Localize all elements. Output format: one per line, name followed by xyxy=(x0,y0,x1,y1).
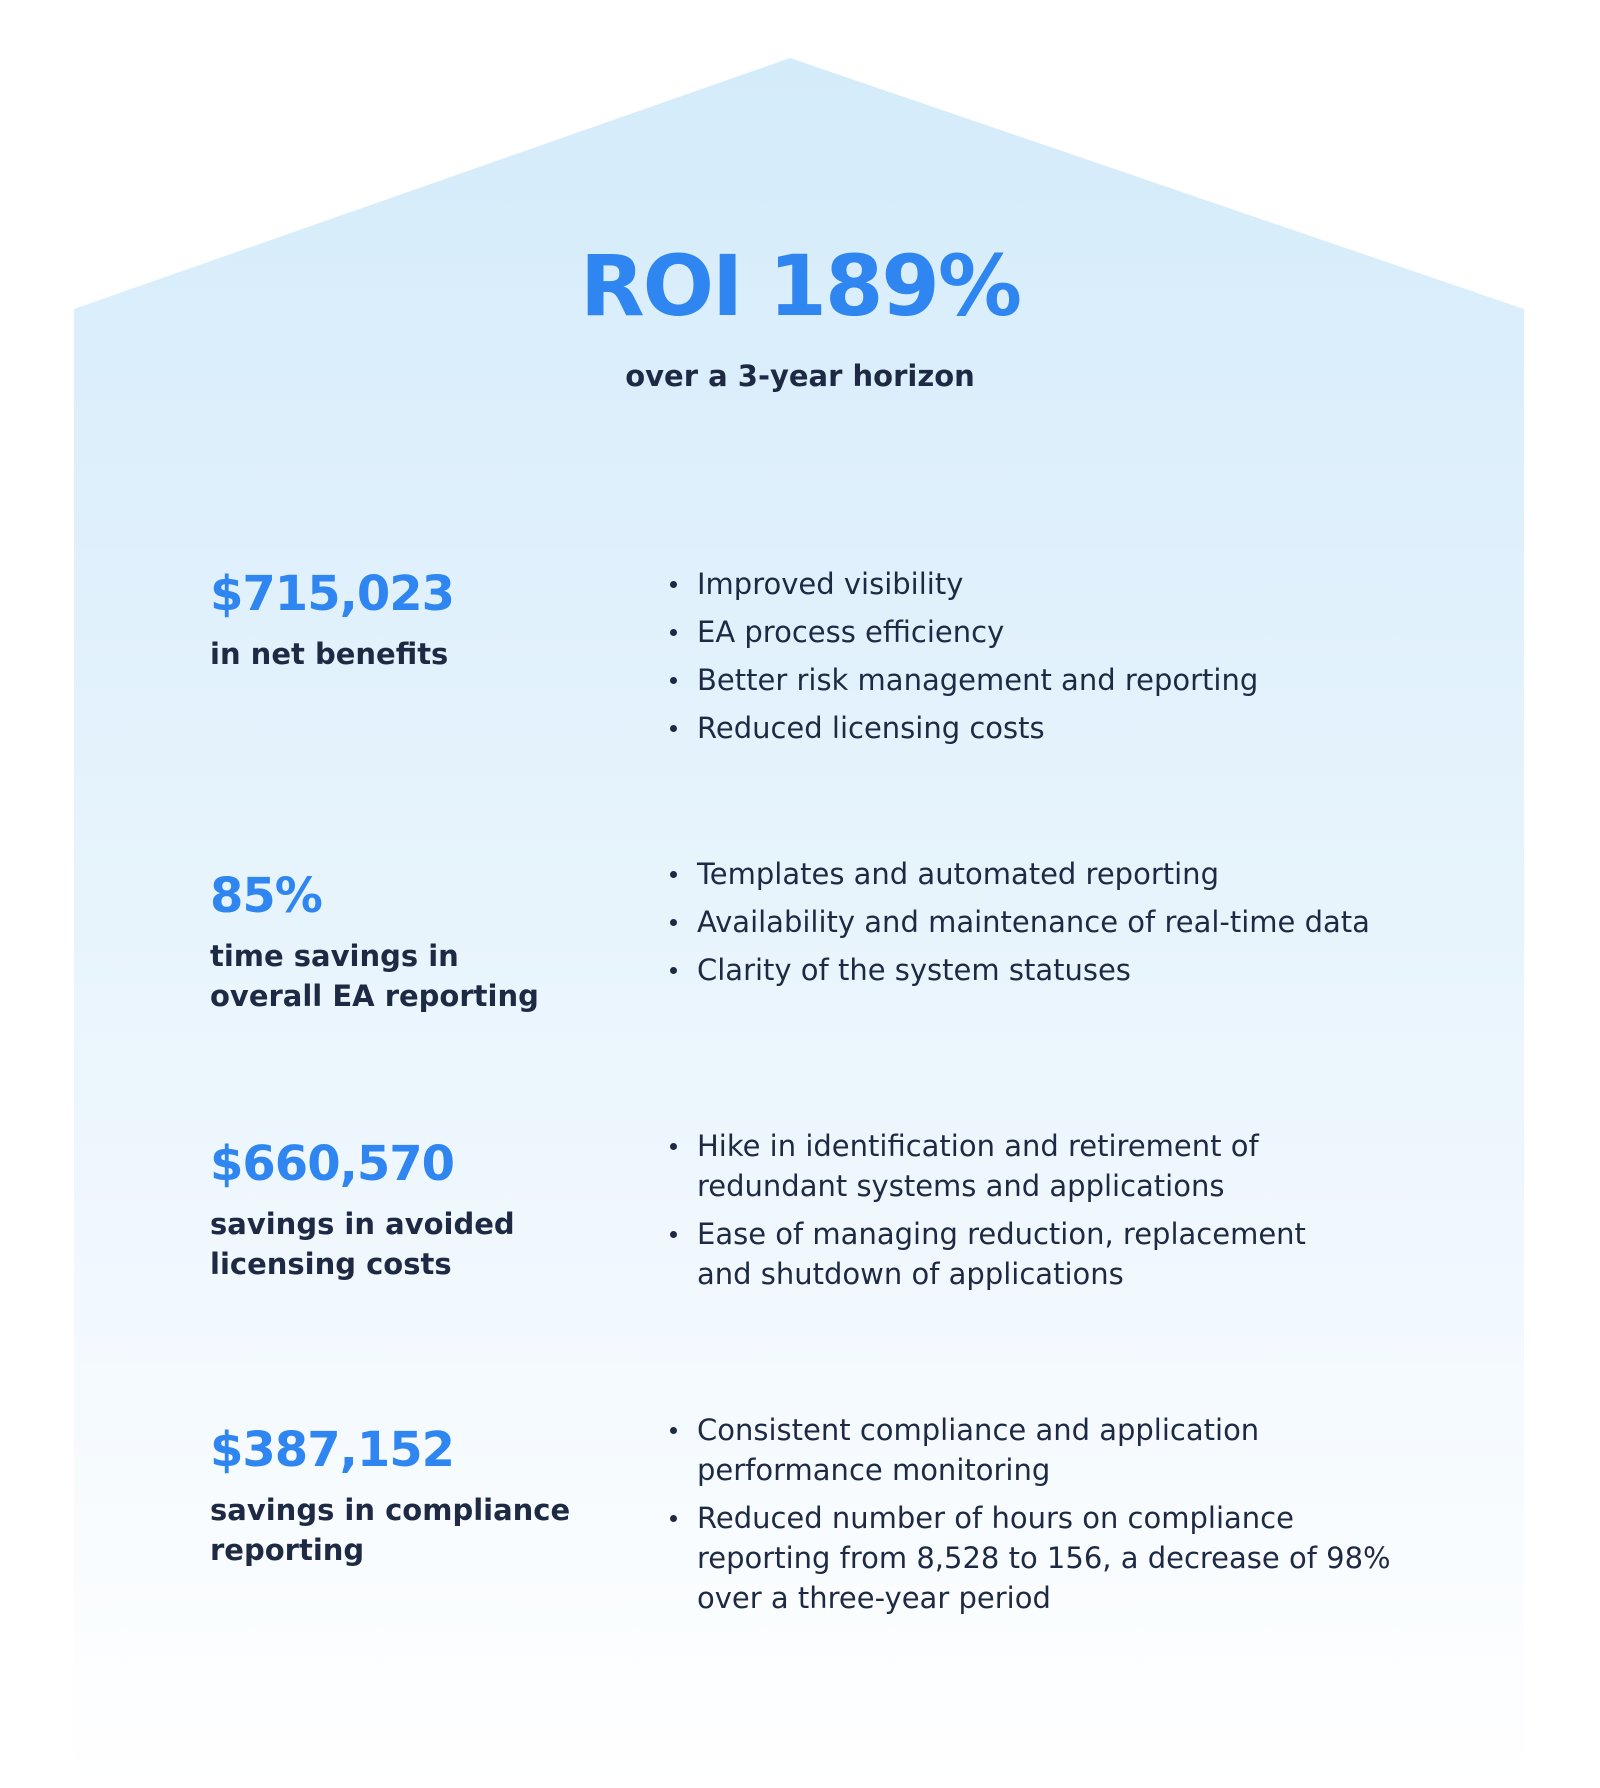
benefit-list xyxy=(668,1126,1358,1302)
list-item: Reduced number of hours on compliance reporting from 8,528 to 156, a decrease of 98% over a three-year period xyxy=(668,1498,1408,1618)
bullet-dot xyxy=(670,919,677,926)
metric-label: time savings in overall EA reporting xyxy=(210,939,539,1013)
roi-hero xyxy=(0,237,1600,393)
list-item: Improved visibility xyxy=(668,564,1428,604)
list-item: Availability and maintenance of real-time data xyxy=(668,902,1428,942)
bullet-dot xyxy=(670,581,677,588)
metric-value: 85% xyxy=(210,868,322,924)
metric-label: in net benefits xyxy=(210,637,449,671)
list-item: Better risk management and reporting xyxy=(668,660,1428,700)
metric-label: savings in compliance reporting xyxy=(210,1493,571,1567)
metric-label: savings in avoided licensing costs xyxy=(210,1207,515,1281)
list-item: Templates and automated reporting xyxy=(668,854,1428,894)
benefit-list xyxy=(668,1410,1408,1626)
benefit-list xyxy=(668,564,1428,756)
metric-summary xyxy=(210,566,610,674)
bullet-dot xyxy=(670,1515,677,1522)
bullet-dot xyxy=(670,1231,677,1238)
metric-summary xyxy=(210,1136,610,1284)
metric-value: $715,023 xyxy=(210,566,455,622)
list-item: Clarity of the system statuses xyxy=(668,950,1428,990)
list-item: EA process efficiency xyxy=(668,612,1428,652)
list-item: Hike in identification and retirement of redundant systems and applications xyxy=(668,1126,1358,1206)
bullet-dot xyxy=(670,725,677,732)
metric-summary xyxy=(210,868,610,1016)
bullet-dot xyxy=(670,871,677,878)
list-item: Ease of managing reduction, replacement and shutdown of applications xyxy=(668,1214,1358,1294)
bullet-dot xyxy=(670,1143,677,1150)
bullet-dot xyxy=(670,1427,677,1434)
list-item: Reduced licensing costs xyxy=(668,708,1428,748)
benefit-list xyxy=(668,854,1428,998)
bullet-dot xyxy=(670,629,677,636)
roi-subtitle: over a 3-year horizon xyxy=(625,359,975,393)
list-item: Consistent compliance and application performance monitoring xyxy=(668,1410,1408,1490)
metric-value: $387,152 xyxy=(210,1422,455,1478)
bullet-dot xyxy=(670,967,677,974)
roi-title: ROI 189% xyxy=(579,237,1021,335)
metric-value: $660,570 xyxy=(210,1136,455,1192)
bullet-dot xyxy=(670,677,677,684)
metric-summary xyxy=(210,1422,610,1570)
